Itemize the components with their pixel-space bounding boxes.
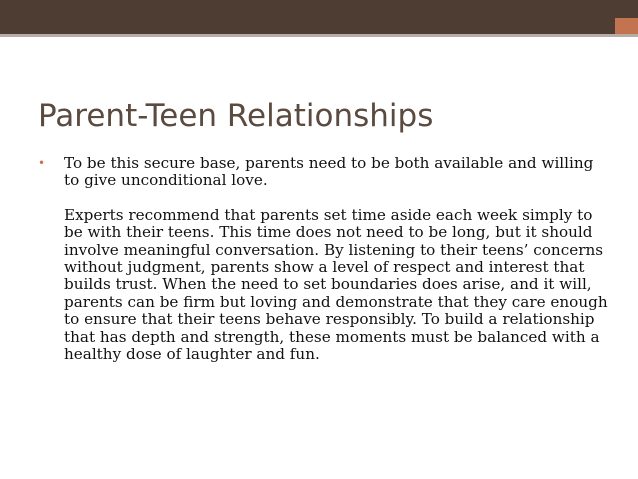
bullet-paragraph-intro: To be this secure base, parents need to be both available and willing to give unconditional love. [64,154,594,190]
slide-title: Parent-Teen Relationships [38,98,434,134]
bullet-item [38,155,610,363]
slide-body [38,155,610,363]
header-band [0,0,638,34]
bullet-dot-icon: • [38,156,46,170]
header-accent-line [0,34,638,37]
bullet-paragraph-experts: Experts recommend that parents set time aside each week simply to be with their teens. This time does not need to be long, but it should involve meaningful conversation. By listening to their teens’ concerns without judgment, parents show a level of respect and interest that builds trust. When the need to set boundaries does arise, and it will, parents can be firm but loving and demonstrate that they care enough to ensure that their teens behave responsibly. To build a relationship that has depth and strength, these moments must be balanced with a healthy dose of laughter and fun. [64,205,608,364]
corner-accent-tab [615,18,638,34]
